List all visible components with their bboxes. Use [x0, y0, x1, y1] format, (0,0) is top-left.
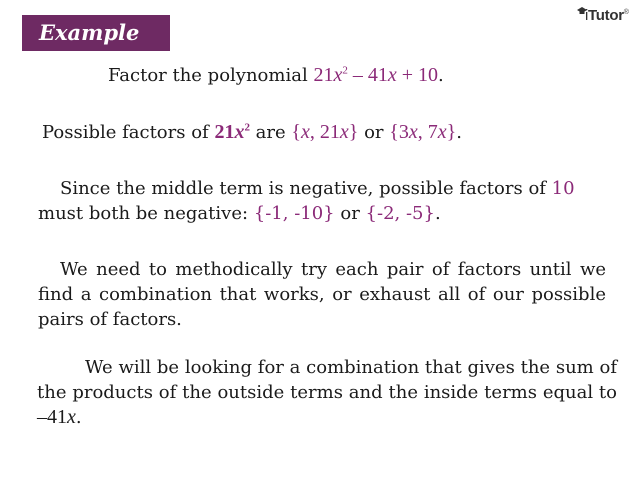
possible-factors-line: Possible factors of $21x^2$ are {x, 21x} or {3x, 7x}. — [42, 121, 462, 143]
polynomial: $21x^2 - 41x + 10$ — [313, 64, 438, 86]
itutor-logo — [576, 4, 638, 26]
negative-set-2: {-2, -5} — [365, 203, 435, 224]
factor-set-1: {x, 21x} — [291, 121, 359, 143]
constant-term: 10 — [551, 178, 575, 199]
goal-paragraph: We will be looking for a combination that gives the sum of the products of the outside terms and the inside terms equal to –41x. — [37, 357, 617, 428]
problem-statement: Factor the polynomial $21x^2 - 41x + 10$. — [108, 64, 444, 86]
leading-term: $21x^2$ — [214, 121, 250, 143]
target-value: –41x — [37, 406, 76, 428]
example-badge-label: Example — [39, 20, 140, 45]
method-paragraph: We need to methodically try each pair of factors until we find a combination that works, or exhaust all of our possible pairs of factors. — [38, 259, 606, 330]
logo-text: iTutor® — [585, 7, 629, 24]
negative-set-1: {-1, -10} — [253, 203, 335, 224]
example-badge — [22, 15, 170, 51]
factor-set-2: {3x, 7x} — [389, 121, 457, 143]
negative-factors-paragraph: Since the middle term is negative, possible factors of 10 must both be negative: {-1, -10} or {-2, -5}. — [38, 178, 575, 224]
